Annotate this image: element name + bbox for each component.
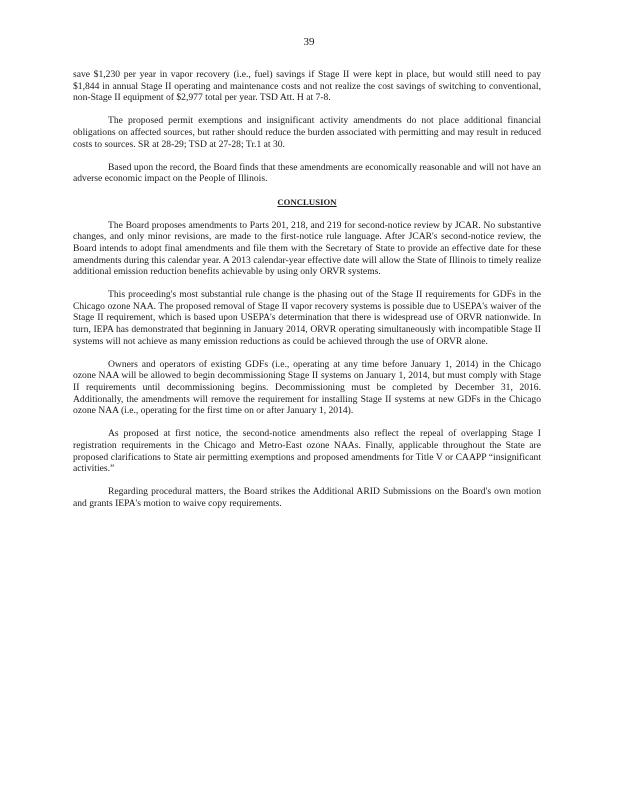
paragraph-permit-exemptions: The proposed permit exemptions and insignificant activity amendments do not place additional financial obligations on affected sources, but rather should reduce the burden associated with permitting and may result in reduced costs to sources. SR at 28-29; TSD at 27-28; Tr.1 at 30. (73, 115, 541, 150)
paragraph-economic-savings: save $1,230 per year in vapor recovery (i.e., fuel) savings if Stage II were kept in place, but would still need to pay $1,844 in annual Stage II operating and maintenance costs and not realize the cost savings of switching to conventional, non-Stage II equipment of $2,977 total per year. TSD Att. H at 7-8. (73, 69, 541, 104)
page-number: 39 (303, 36, 315, 48)
paragraph-procedural-matters: Regarding procedural matters, the Board strikes the Additional ARID Submissions on the Board's own motion and grants IEPA's motion to waive copy requirements. (73, 486, 541, 509)
paragraph-stage-i-repeal: As proposed at first notice, the second-notice amendments also reflect the repeal of overlapping Stage I registration requirements in the Chicago and Metro-East ozone NAAs. Finally, applicable throughout the State are proposed clarifications to State air permitting exemptions and proposed amendments for Title V or CAAPP “insignificant activities.” (73, 428, 541, 475)
paragraph-board-finding: Based upon the record, the Board finds that these amendments are economically reasonable and will not have an adverse economic impact on the People of Illinois. (73, 161, 541, 185)
paragraph-stage-ii-phaseout: This proceeding's most substantial rule change is the phasing out of the Stage II requirements for GDFs in the Chicago ozone NAA. The proposed removal of Stage II vapor recovery systems is possible due to USEPA's waiver of the Stage II requirement, which is based upon USEPA's determination that there is widespread use of ORVR nationwide. In turn, IEPA has demonstrated that beginning in January 2014, ORVR operating simultaneously with incompatible Stage II systems will not achieve as many emission reductions as could be achieved through the use of ORVR alone. (73, 289, 541, 347)
document-body (73, 69, 541, 521)
section-heading-conclusion: CONCLUSION (277, 196, 337, 207)
paragraph-proposal: The Board proposes amendments to Parts 201, 218, and 219 for second-notice review by JCAR. No substantive changes, and only minor revisions, are made to the first-notice rule language. After JCAR's second-notice review, the Board intends to adopt final amendments and file them with the Secretary of State to provide an effective date for these amendments during this calendar year. A 2013 calendar-year effective date will allow the State of Illinois to timely realize additional emission reduction benefits achievable by using only ORVR systems. (73, 219, 541, 278)
paragraph-decommissioning: Owners and operators of existing GDFs (i.e., operating at any time before January 1, 2014) in the Chicago ozone NAA will be allowed to begin decommissioning Stage II systems on January 1, 2014, but must comply with Stage II requirements until decommissioning begins. Decommissioning must be completed by December 31, 2016. Additionally, the amendments will remove the requirement for installing Stage II systems at new GDFs in the Chicago ozone NAA (i.e., operating for the first time on or after January 1, 2014). (73, 358, 541, 417)
